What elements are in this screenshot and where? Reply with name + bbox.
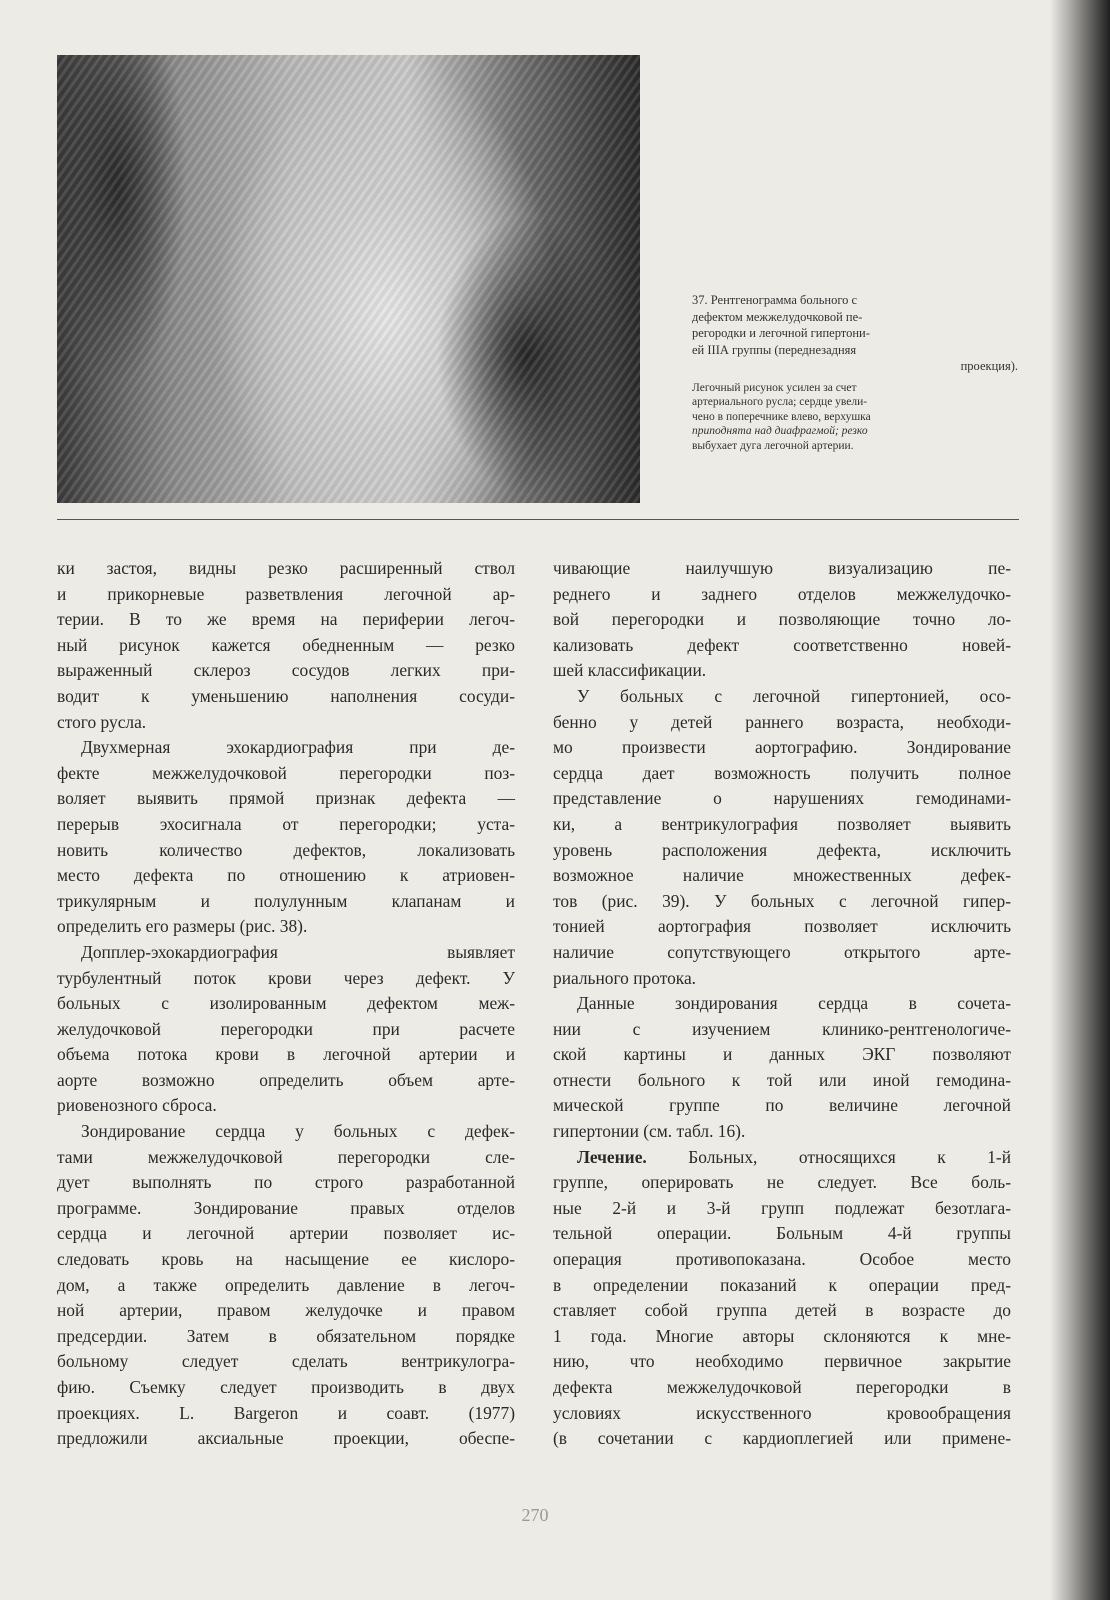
text-line: водит к уменьшению наполнения сосуди- [57, 685, 515, 706]
text-line: нии с изучением клинико-рентгенологиче- [553, 1018, 1011, 1039]
caption-body [692, 381, 1018, 454]
text-line: условиях искусственного кровообращения [553, 1402, 1011, 1423]
text-line: новить количество дефектов, локализовать [57, 839, 515, 860]
paragraph [57, 940, 515, 1119]
text-line: бенно у детей раннего возраста, необходи- [553, 711, 1011, 732]
text-line: тов (рис. 39). У больных с легочной гипер- [553, 890, 1011, 911]
caption-title [692, 292, 1018, 375]
text-line: фию. Съемку следует производить в двух [57, 1377, 515, 1397]
text-line: терии. В то же время на периферии легоч- [57, 609, 515, 630]
right-text-column [553, 556, 1011, 1452]
caption-body-line: Легочный рисунок усилен за счет [692, 381, 857, 394]
text-line: проекциях. L. Bargeron и соавт. (1977) [57, 1402, 515, 1423]
text-line: мической группе по величине легочной [553, 1095, 1011, 1116]
text-line: мо произвести аортографию. Зондирование [553, 737, 1011, 758]
text-line: У больных с легочной гипертонией, осо- [577, 685, 1011, 706]
text-line: дом, а также определить давление в легоч- [57, 1274, 515, 1295]
text-line: ки застоя, видны резко расширенный ствол [57, 558, 515, 578]
text-line: фекте межжелудочковой перегородки поз- [57, 762, 515, 783]
caption-title-line: ей IIIА группы (переднезадняя [692, 342, 857, 357]
figure-divider [57, 519, 1019, 520]
text-line: в определении показаний к операции пред- [553, 1274, 1011, 1295]
text-line: трикулярным и полулунным клапанам и [57, 890, 515, 911]
text-line: операция противопоказана. Особое место [553, 1249, 1011, 1270]
text-line: нию, что необходимо первичное закрытие [553, 1351, 1011, 1372]
left-text-column [57, 556, 515, 1452]
text-line: программе. Зондирование правых отделов [57, 1197, 515, 1218]
paragraph [57, 556, 515, 735]
paragraph [553, 1145, 1011, 1452]
text-line: ставляет собой группа детей в возрасте до [553, 1300, 1011, 1321]
text-line: 1 года. Многие авторы склоняются к мне- [553, 1325, 1011, 1346]
text-line: кализовать дефект соответственно новей- [553, 634, 1011, 655]
text-line [553, 1145, 1011, 1171]
text-line: перерыв эхосигнала от перегородки; уста- [57, 813, 515, 834]
text-fragment: Больных, относящихся к 1-й [646, 1146, 1011, 1167]
paragraph [553, 684, 1011, 991]
text-line: сердца и легочной артерии позволяет ис- [57, 1223, 515, 1244]
text-line: чивающие наилучшую визуализацию пе- [553, 558, 1011, 578]
text-line: группе, оперировать не следует. Все боль- [553, 1172, 1011, 1193]
caption-title-line: дефектом межжелудочковой пе- [692, 309, 863, 324]
text-line: реднего и заднего отделов межжелудочко- [553, 583, 1011, 604]
chest-xray-image [57, 55, 640, 503]
caption-body-line: выбухает дуга легочной артерии. [692, 439, 854, 452]
text-line: воляет выявить прямой признак дефекта — [57, 788, 515, 809]
page-edge-shadow [1050, 0, 1110, 1600]
text-line: аорте возможно определить объем арте- [57, 1069, 515, 1090]
text-line: наличие сопутствующего открытого арте- [553, 941, 1011, 962]
text-line: ской картины и данных ЭКГ позволяют [553, 1044, 1011, 1065]
caption-title-line: 37. Рентгенограмма больного с [692, 293, 858, 307]
text-line: Двухмерная эхокардиография при де- [81, 737, 515, 758]
text-line: больных с изолированным дефектом меж- [57, 993, 515, 1014]
text-line: определить его размеры (рис. 38). [57, 916, 308, 937]
text-line: ки, а вентрикулография позволяет выявить [553, 813, 1011, 834]
text-line: гипертонии (см. табл. 16). [553, 1121, 746, 1142]
text-line: дует выполнять по строго разработанной [57, 1172, 515, 1193]
text-line: стого русла. [57, 711, 147, 732]
text-line: возможное наличие множественных дефек- [553, 865, 1011, 886]
text-line: следовать кровь на насыщение ее кислоро- [57, 1249, 515, 1270]
text-line: шей классификации. [553, 660, 707, 681]
caption-title-line: проекция). [960, 359, 1018, 373]
text-line: и прикорневые разветвления легочной ар- [57, 583, 515, 604]
text-line: тами межжелудочковой перегородки сле- [57, 1146, 515, 1167]
caption-body-line: чено в поперечнике влево, верхушка [692, 410, 871, 423]
text-line: тельной операции. Больным 4-й группы [553, 1223, 1011, 1244]
text-line: место дефекта по отношению к атриовен- [57, 865, 515, 886]
text-line: желудочковой перегородки при расчете [57, 1018, 515, 1039]
text-line: (в сочетании с кардиоплегией или примене- [553, 1428, 1011, 1449]
text-line: сердца дает возможность получить полное [553, 762, 1011, 783]
figure-caption [692, 292, 1018, 453]
paragraph [57, 1119, 515, 1452]
text-line: уровень расположения дефекта, исключить [553, 839, 1011, 860]
text-line: риовенозного сброса. [57, 1095, 217, 1116]
text-line: отнести больного к той или иной гемодина- [553, 1069, 1011, 1090]
text-line: Данные зондирования сердца в сочета- [577, 993, 1011, 1014]
text-line: представление о нарушениях гемодинами- [553, 788, 1011, 809]
text-line: больному следует сделать вентрикулогра- [57, 1351, 515, 1372]
text-line: риального протока. [553, 967, 697, 988]
text-line: тонией аортография позволяет исключить [553, 916, 1011, 937]
text-line: предсердии. Затем в обязательном порядке [57, 1325, 515, 1346]
text-line: ный рисунок кажется обедненным — резко [57, 634, 515, 655]
text-line: предложили аксиальные проекции, обеспе- [57, 1428, 515, 1449]
caption-title-line: регородки и легочной гипертони- [692, 326, 870, 340]
text-line: дефекта межжелудочковой перегородки в [553, 1377, 1011, 1397]
paragraph [57, 735, 515, 940]
section-lead: Лечение. [577, 1146, 647, 1167]
text-line: ной артерии, правом желудочке и правом [57, 1300, 515, 1321]
page-number: 270 [521, 1505, 549, 1525]
text-line: турбулентный поток крови через дефект. У [57, 967, 515, 988]
text-line: Зондирование сердца у больных с дефек- [81, 1121, 515, 1142]
paragraph [553, 556, 1011, 684]
caption-body-line: артериального русла; сердце увели- [692, 396, 868, 408]
text-line: выраженный склероз сосудов легких при- [57, 660, 515, 681]
text-line: Допплер-эхокардиография выявляет [81, 941, 515, 962]
caption-body-line: приподнята над диафрагмой; резко [692, 425, 868, 437]
text-line: ные 2-й и 3-й групп подлежат безотлага- [553, 1197, 1011, 1218]
paragraph [553, 991, 1011, 1145]
text-line: вой перегородки и позволяющие точно ло- [553, 609, 1011, 630]
text-line: объема потока крови в легочной артерии и [57, 1044, 515, 1065]
